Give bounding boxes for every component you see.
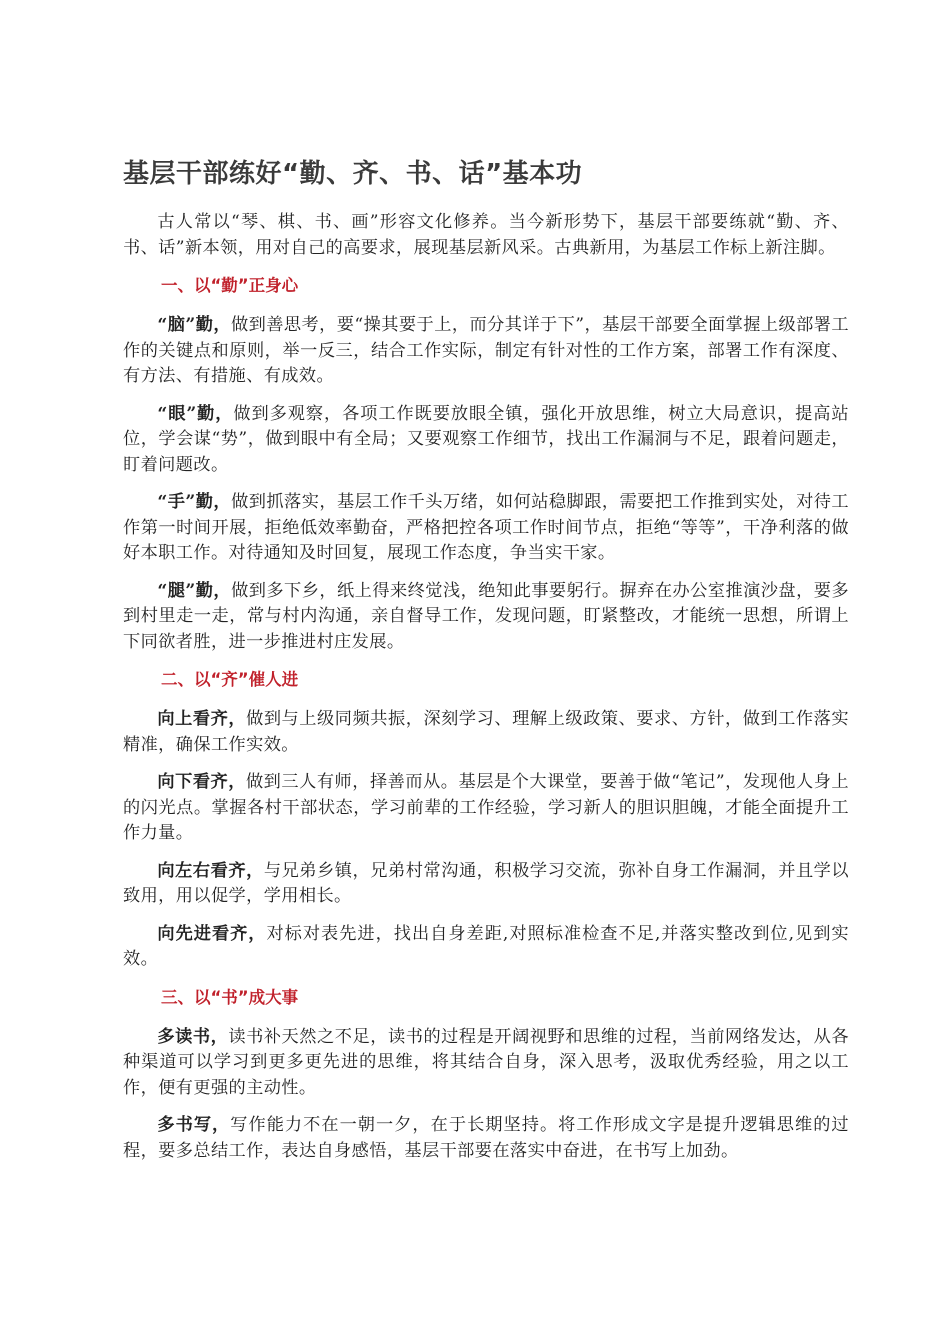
paragraph [123,1025,849,1102]
paragraph-text: 做到抓落实，基层工作千头万绪，如何站稳脚跟，需要把工作推到实处，对待工作第一时间开展，拒绝低效率勤奋，严格把控各项工作时间节点，拒绝“等等”，干净利落的做好本职工作。对待通知及时回复，展现工作态度，争当实干家。 [123,492,849,563]
document-body [123,154,849,1176]
paragraph-text: 做到多观察，各项工作既要放眼全镇，强化开放思维，树立大局意识，提高站位，学会谋“势”，做到眼中有全局；又要观察工作细节，找出工作漏洞与不足，跟着问题走，盯着问题改。 [123,403,849,475]
paragraph-text: 写作能力不在一朝一夕，在于长期坚持。将工作形成文字是提升逻辑思维的过程，要多总结工作，表达自身感悟，基层干部要在落实中奋进，在书写上加劲。 [123,1115,849,1161]
section-heading: 二、以“齐”催人进 [160,670,299,689]
paragraph [123,402,849,479]
section-shu [123,985,849,1165]
section-qin [123,273,849,655]
paragraph [123,313,849,390]
paragraph [123,770,849,847]
paragraph-text: 做到与上级同频共振，深刻学习、理解上级政策、要求、方针，做到工作落实精准，确保工作实效。 [123,709,849,755]
paragraph-lead: 向下看齐， [157,772,246,792]
paragraph [123,579,849,656]
intro-paragraph: 古人常以“琴、棋、书、画”形容文化修养。当今新形势下，基层干部要练就“勤、齐、书、话”新本领，用对自己的高要求，展现基层新风采。古典新用，为基层工作标上新注脚。 [123,212,849,258]
paragraph [123,922,849,973]
paragraph-lead: “手”勤， [157,492,232,512]
paragraph [123,1113,849,1164]
paragraph-lead: “腿”勤， [157,580,232,601]
section-qi [123,667,849,973]
section-heading: 三、以“书”成大事 [160,987,299,1007]
document-title: 基层干部练好“勤、齐、书、话”基本功 [123,159,583,189]
paragraph-lead: “眼”勤， [157,403,234,424]
paragraph-text: 对标对表先进，找出自身差距,对照标准检查不足,并落实整改到位,见到实效。 [123,923,849,969]
paragraph-lead: 向先进看齐， [157,923,267,944]
section-heading: 一、以“勤”正身心 [160,276,299,295]
paragraph [123,859,849,910]
paragraph [123,707,849,758]
paragraph-lead: 多读书， [157,1026,229,1047]
paragraph-text: 做到多下乡，纸上得来终觉浅，绝知此事要躬行。摒弃在办公室推演沙盘，要多到村里走一走，常与村内沟通，亲自督导工作，发现问题，盯紧整改，才能统一思想，所谓上下同欲者胜，进一步推进村庄发展。 [123,580,849,652]
paragraph-lead: 多书写， [157,1115,231,1135]
paragraph-text: 与兄弟乡镇，兄弟村常沟通，积极学习交流，弥补自身工作漏洞，并且学以致用，用以促学，学用相长。 [123,860,850,906]
paragraph-text: 读书补天然之不足，读书的过程是开阔视野和思维的过程，当前网络发达，从各种渠道可以学习到更多更先进的思维，将其结合自身，深入思考，汲取优秀经验，用之以工作，便有更强的主动性。 [123,1026,849,1098]
paragraph-text: 做到三人有师，择善而从。基层是个大课堂，要善于做“笔记”，发现他人身上的闪光点。掌握各村干部状态，学习前辈的工作经验，学习新人的胆识胆魄，才能全面提升工作力量。 [123,772,849,843]
paragraph-lead: “脑”勤， [157,315,231,335]
paragraph-lead: 向上看齐， [157,709,247,729]
paragraph [123,490,849,567]
paragraph-lead: 向左右看齐， [157,860,264,881]
paragraph-text: 做到善思考，要“操其要于上，而分其详于下”，基层干部要全面掌握上级部署工作的关键点和原则，举一反三，结合工作实际，制定有针对性的工作方案，部署工作有深度、有方法、有措施、有成效。 [123,315,849,386]
